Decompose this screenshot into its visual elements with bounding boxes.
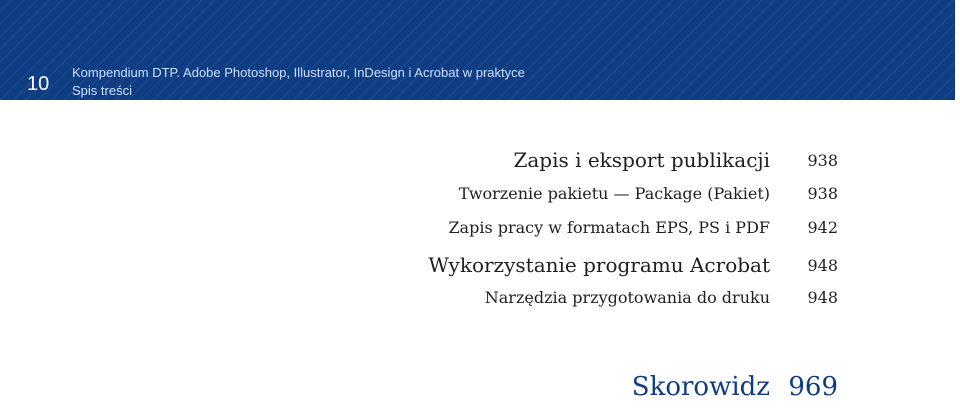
toc-entry-title: Zapis pracy w formatach EPS, PS i PDF bbox=[448, 218, 770, 237]
toc-row[interactable] bbox=[0, 186, 960, 216]
index-title: Skorowidz bbox=[631, 372, 770, 402]
toc-row[interactable] bbox=[0, 290, 960, 320]
toc-row[interactable] bbox=[0, 150, 960, 180]
index-page: 969 bbox=[788, 372, 838, 402]
book-title: Kompendium DTP. Adobe Photoshop, Illustrator, InDesign i Acrobat w praktyce bbox=[72, 65, 525, 80]
toc-entry-page: 942 bbox=[807, 218, 838, 237]
header-band bbox=[0, 0, 955, 100]
toc-entry-title: Narzędzia przygotowania do druku bbox=[484, 288, 770, 307]
toc-entry-page: 948 bbox=[807, 288, 838, 307]
toc-entry-title: Zapis i eksport publikacji bbox=[513, 148, 770, 172]
toc-row[interactable] bbox=[0, 220, 960, 250]
toc-entry-page: 938 bbox=[807, 151, 838, 170]
toc-entry-page: 948 bbox=[807, 256, 838, 275]
section-title: Spis treści bbox=[72, 83, 132, 98]
toc-entry-title: Tworzenie pakietu — Package (Pakiet) bbox=[458, 184, 770, 203]
page-number: 10 bbox=[27, 73, 50, 95]
toc-entry-page: 938 bbox=[807, 184, 838, 203]
toc-entry-title: Wykorzystanie programu Acrobat bbox=[428, 253, 770, 277]
index-entry[interactable] bbox=[0, 374, 960, 410]
toc-row[interactable] bbox=[0, 255, 960, 285]
